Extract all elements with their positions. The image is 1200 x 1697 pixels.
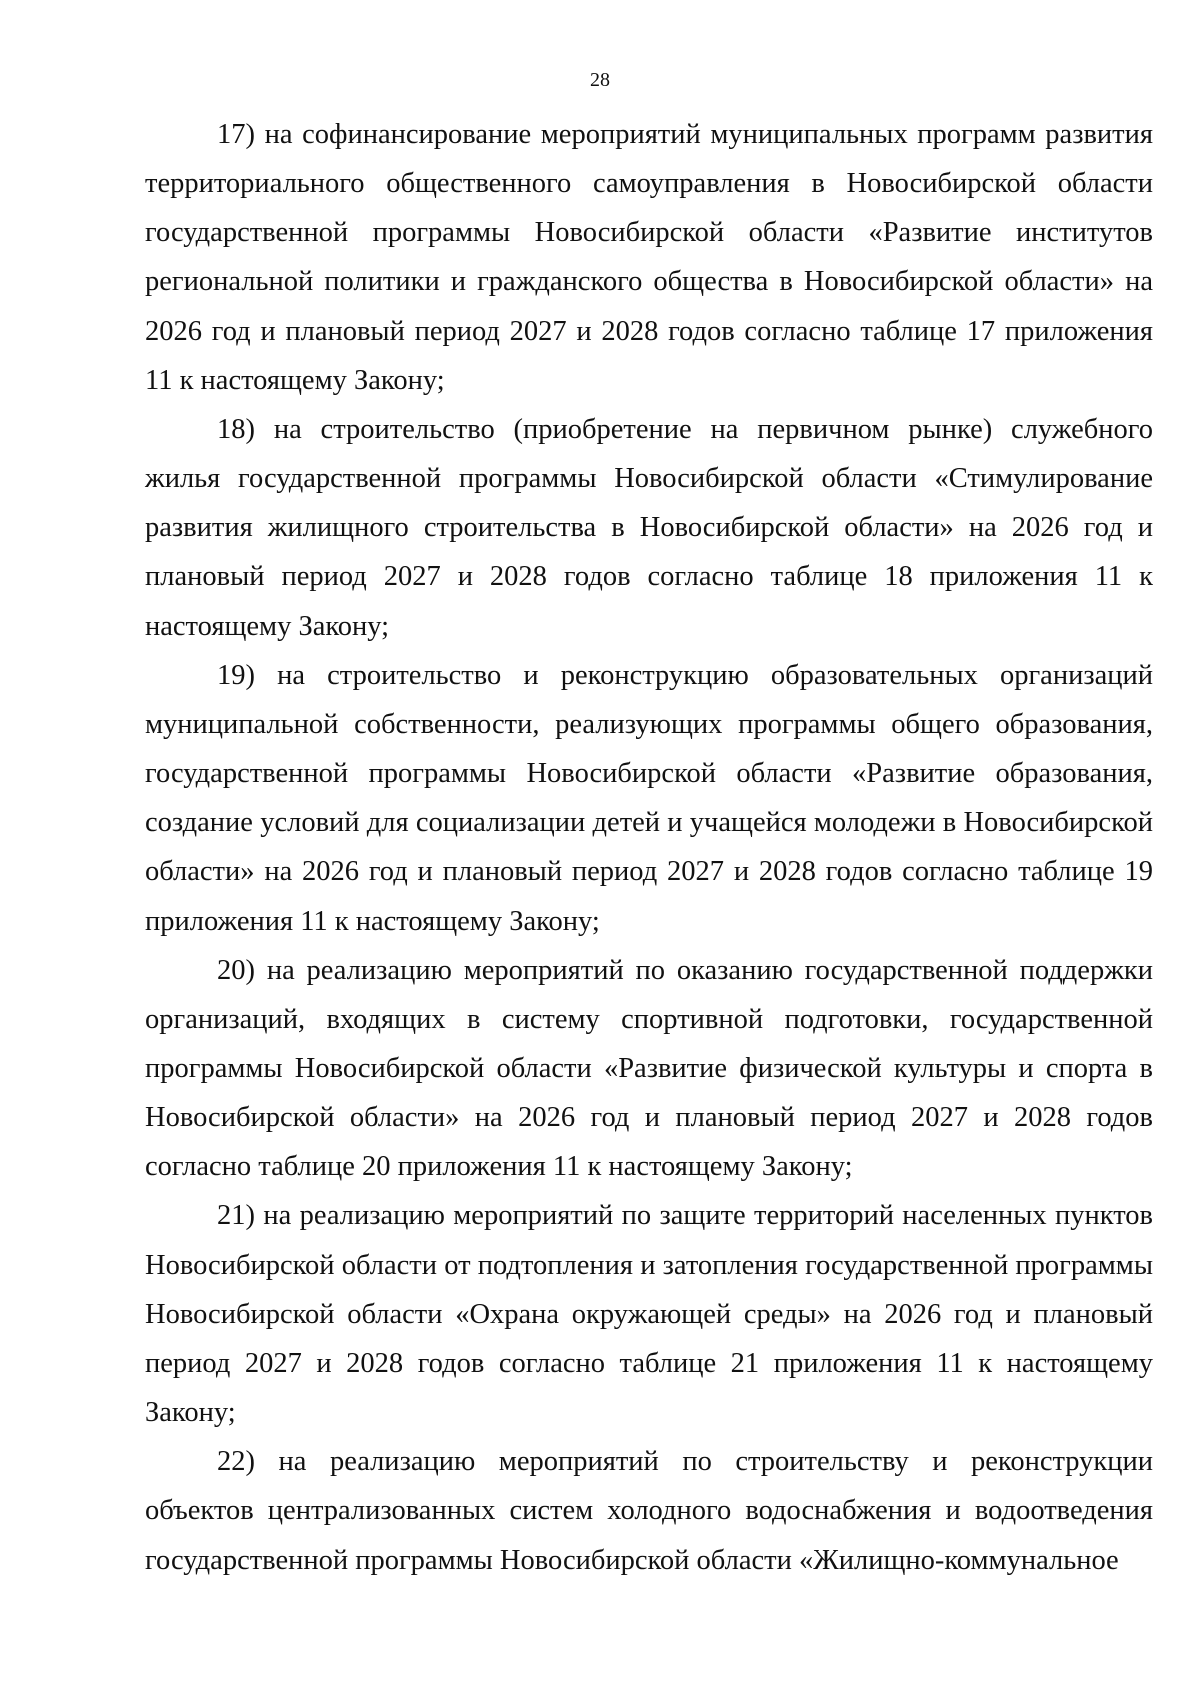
paragraph-19: 19) на строительство и реконструкцию образовательных организаций муниципальной собственности, реализующих программы общего образования, государственной программы Новосибирской области «Развитие образования, создание условий для социализации детей и учащейся молодежи в Новосибирской области» на 2026 год и плановый период 2027 и 2028 годов согласно таблице 19 приложения 11 к настоящему Закону; — [145, 659, 1153, 937]
paragraph-18: 18) на строительство (приобретение на первичном рынке) служебного жилья государственной программы Новосибирской области «Стимулирование развития жилищного строительства в Новосибирской области» на 2026 год и плановый период 2027 и 2028 годов согласно таблице 18 приложения 11 к настоящему Закону; — [145, 413, 1153, 642]
document-body — [145, 110, 1153, 1585]
paragraph-17: 17) на софинансирование мероприятий муниципальных программ развития территориального общественного самоуправления в Новосибирской области государственной программы Новосибирской области «Развитие институтов региональной политики и гражданского общества в Новосибирской области» на 2026 год и плановый период 2027 и 2028 годов согласно таблице 17 приложения 11 к настоящему Закону; — [145, 119, 1153, 396]
paragraph-21: 21) на реализацию мероприятий по защите территорий населенных пунктов Новосибирской области от подтопления и затопления государственной программы Новосибирской области «Охрана окружающей среды» на 2026 год и плановый период 2027 и 2028 годов согласно таблице 21 приложения 11 к настоящему Закону; — [145, 1200, 1153, 1429]
paragraph-22: 22) на реализацию мероприятий по строительству и реконструкции объектов централизованных систем холодного водоснабжения и водоотведения государственной программы Новосибирской области «Жилищно-коммунальное — [145, 1446, 1153, 1576]
paragraph-20: 20) на реализацию мероприятий по оказанию государственной поддержки организаций, входящих в систему спортивной подготовки, государственной программы Новосибирской области «Развитие физической культуры и спорта в Новосибирской области» на 2026 год и плановый период 2027 и 2028 годов согласно таблице 20 приложения 11 к настоящему Закону; — [145, 954, 1153, 1183]
page-number: 28 — [590, 69, 610, 91]
